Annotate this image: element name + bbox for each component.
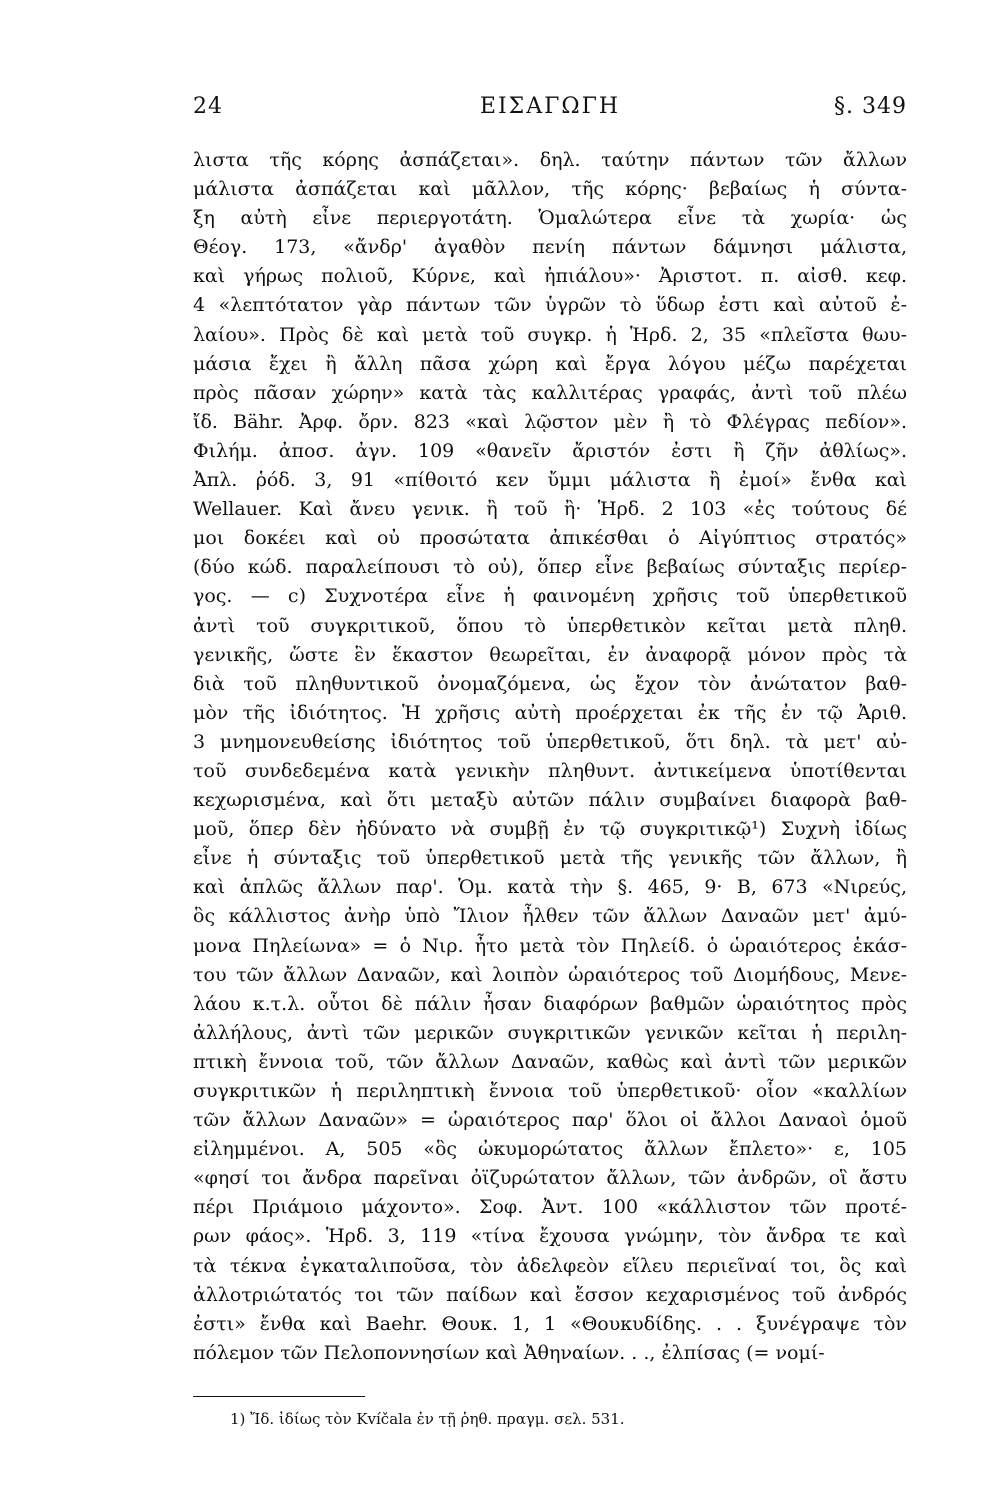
text-line: καὶ γήρως πολιοῦ, Κύρνε, καὶ ἠπιάλου»· Ἀριστοτ. π. αἰσθ. κεφ.: [193, 265, 907, 288]
text-line: Ἀπλ. ῥόδ. 3, 91 «πίθοιτό κεν ὔμμι μάλιστα ἢ ἐμοί» ἔνθα καὶ: [193, 469, 907, 492]
page-number: 24: [193, 94, 223, 119]
text-line: «φησί τοι ἄνδρα παρεῖναι ὀϊζυρώτατον ἄλλων, τῶν ἀνδρῶν, οἳ ἄστυ: [193, 1167, 907, 1190]
page-title: ΕΙΣΑΓΩΓΗ: [479, 94, 621, 119]
text-line: γος. — c) Συχνοτέρα εἶνε ἡ φαινομένη χρῆσις τοῦ ὑπερθετικοῦ: [193, 585, 907, 608]
text-line: πρὸς πᾶσαν χώρην» κατὰ τὰς καλλιτέρας γραφάς, ἀντὶ τοῦ πλέω: [193, 381, 907, 404]
text-line: ρων φάος». Ἡρδ. 3, 119 «τίνα ἔχουσα γνώμην, τὸν ἄνδρα τε καὶ: [193, 1225, 907, 1248]
text-line: εἶνε ἡ σύνταξις τοῦ ὑπερθετικοῦ μετὰ τῆς γενικῆς τῶν ἄλλων, ἢ: [193, 847, 907, 870]
text-line: Θέογ. 173, «ἄνδρ' ἀγαθὸν πενίη πάντων δάμνησι μάλιστα,: [193, 236, 907, 259]
text-line: Wellauer. Καὶ ἄνευ γενικ. ἢ τοῦ ἢ· Ἡρδ. 2 103 «ἐς τούτους δέ: [193, 498, 907, 521]
text-line: ἀλλήλους, ἀντὶ τῶν μερικῶν συγκριτικῶν γενικῶν κεῖται ἡ περιλη-: [193, 1021, 907, 1044]
text-line: τοῦ συνδεδεμένα κατὰ γενικὴν πληθυντ. ἀντικείμενα ὑποτίθενται: [193, 759, 907, 782]
text-line: μονα Πηλείωνα» = ὁ Νιρ. ἦτο μετὰ τὸν Πηλείδ. ὁ ὡραιότερος ἑκάσ-: [193, 934, 907, 957]
text-line: γενικῆς, ὥστε ἓν ἕκαστον θεωρεῖται, ἐν ἀναφορᾷ μόνον πρὸς τὰ: [193, 643, 907, 666]
text-line: καὶ ἁπλῶς ἄλλων παρ'. Ὁμ. κατὰ τὴν §. 465, 9· Β, 673 «Νιρεύς,: [193, 876, 907, 899]
text-line: τῶν ἄλλων Δαναῶν» = ὡραιότερος παρ' ὅλοι οἱ ἄλλοι Δαναοὶ ὁμοῦ: [193, 1109, 907, 1132]
text-line: τὰ τέκνα ἐγκαταλιποῦσα, τὸν ἀδελφεὸν εἵλευ περιεῖναί τοι, ὃς καὶ: [193, 1254, 907, 1277]
text-line: λιστα τῆς κόρης ἀσπάζεται». δηλ. ταύτην πάντων τῶν ἄλλων: [193, 149, 907, 171]
text-line: Φιλήμ. ἀποσ. ἀγν. 109 «θανεῖν ἄριστόν ἐστι ἢ ζῆν ἀθλίως».: [193, 439, 907, 462]
text-line: πόλεμον τῶν Πελοποννησίων καὶ Ἀθηναίων. . ., ἐλπίσας (= νομί-: [193, 1341, 825, 1364]
text-line: πτικὴ ἔννοια τοῦ, τῶν ἄλλων Δαναῶν, καθὼς καὶ ἀντὶ τῶν μερικῶν: [193, 1050, 907, 1073]
body-text: [193, 146, 907, 1368]
text-line: μοι δοκέει καὶ οὐ προσώτατα ἀπικέσθαι ὁ Αἰγύπτιος στρατός»: [193, 527, 907, 550]
running-head: [193, 94, 907, 134]
footnote: 1) Ἴδ. ἰδίως τὸν Kvíčala ἐν τῇ ῥηθ. πραγμ. σελ. 531.: [230, 1410, 625, 1429]
section-number: §. 349: [834, 94, 907, 119]
text-line: μάσια ἔχει ἢ ἄλλη πᾶσα χώρη καὶ ἔργα λόγου μέζω παρέχεται: [193, 352, 907, 375]
text-line: του τῶν ἄλλων Δαναῶν, καὶ λοιπὸν ὡραιότερος τοῦ Διομήδους, Μενε-: [193, 963, 907, 986]
text-line: ὃς κάλλιστος ἀνὴρ ὑπὸ Ἴλιον ἦλθεν τῶν ἄλλων Δαναῶν μετ' ἀμύ-: [193, 905, 907, 928]
text-line: ἀλλοτριώτατός τοι τῶν παίδων καὶ ἔσσον κεχαρισμένος τοῦ ἀνδρός: [193, 1283, 907, 1306]
text-line: κεχωρισμένα, καὶ ὅτι μεταξὺ αὐτῶν πάλιν συμβαίνει διαφορὰ βαθ-: [193, 789, 907, 812]
text-line: λαίου». Πρὸς δὲ καὶ μετὰ τοῦ συγκρ. ἡ Ἡρδ. 2, 35 «πλεῖστα θωυ-: [193, 323, 907, 346]
footnote-rule: [193, 1396, 365, 1397]
text-line: ξη αὐτὴ εἶνε περιεργοτάτη. Ὁμαλώτερα εἶνε τὰ χωρία· ὡς: [193, 207, 907, 230]
text-line: (δύο κώδ. παραλείπουσι τὸ οὐ), ὅπερ εἶνε βεβαίως σύνταξις περίερ-: [193, 556, 907, 579]
text-line: μοῦ, ὅπερ δὲν ἠδύνατο νὰ συμβῇ ἐν τῷ συγκριτικῷ¹) Συχνὴ ἰδίως: [193, 818, 907, 841]
text-line: ἐστι» ἔνθα καὶ Baehr. Θουκ. 1, 1 «Θουκυδίδης. . . ξυνέγραψε τὸν: [193, 1312, 907, 1335]
text-line: λάου κ.τ.λ. οὗτοι δὲ πάλιν ἦσαν διαφόρων βαθμῶν ὡραιότητος πρὸς: [193, 992, 907, 1015]
text-line: πέρι Πριάμοιο μάχοντο». Σοφ. Ἀντ. 100 «κάλλιστον τῶν προτέ-: [193, 1196, 907, 1219]
text-line: συγκριτικῶν ἡ περιληπτικὴ ἔννοια τοῦ ὑπερθετικοῦ· οἷον «καλλίων: [193, 1080, 907, 1102]
text-line: μάλιστα ἀσπάζεται καὶ μᾶλλον, τῆς κόρης· βεβαίως ἡ σύντα-: [193, 178, 907, 201]
text-line: 3 μνημονευθείσης ἰδιότητος τοῦ ὑπερθετικοῦ, ὅτι δηλ. τὰ μετ' αὐ-: [193, 730, 907, 753]
text-line: 4 «λεπτότατον γὰρ πάντων τῶν ὑγρῶν τὸ ὕδωρ ἐστι καὶ αὐτοῦ ἐ-: [193, 294, 907, 317]
text-line: ἴδ. Bähr. Ἀρφ. ὄρν. 823 «καὶ λῷστον μὲν ἢ τὸ Φλέγρας πεδίον».: [193, 410, 907, 433]
text-line: μὸν τῆς ἰδιότητος. Ἡ χρῆσις αὐτὴ προέρχεται ἐκ τῆς ἐν τῷ Ἀριθ.: [193, 701, 907, 724]
text-line: ἀντὶ τοῦ συγκριτικοῦ, ὅπου τὸ ὑπερθετικὸν κεῖται μετὰ πληθ.: [193, 614, 907, 637]
text-line: διὰ τοῦ πληθυντικοῦ ὀνομαζόμενα, ὡς ἔχον τὸν ἀνώτατον βαθ-: [193, 672, 907, 695]
text-line: εἰλημμένοι. Α, 505 «ὃς ὠκυμορώτατος ἄλλων ἔπλετο»· ε, 105: [193, 1138, 907, 1161]
